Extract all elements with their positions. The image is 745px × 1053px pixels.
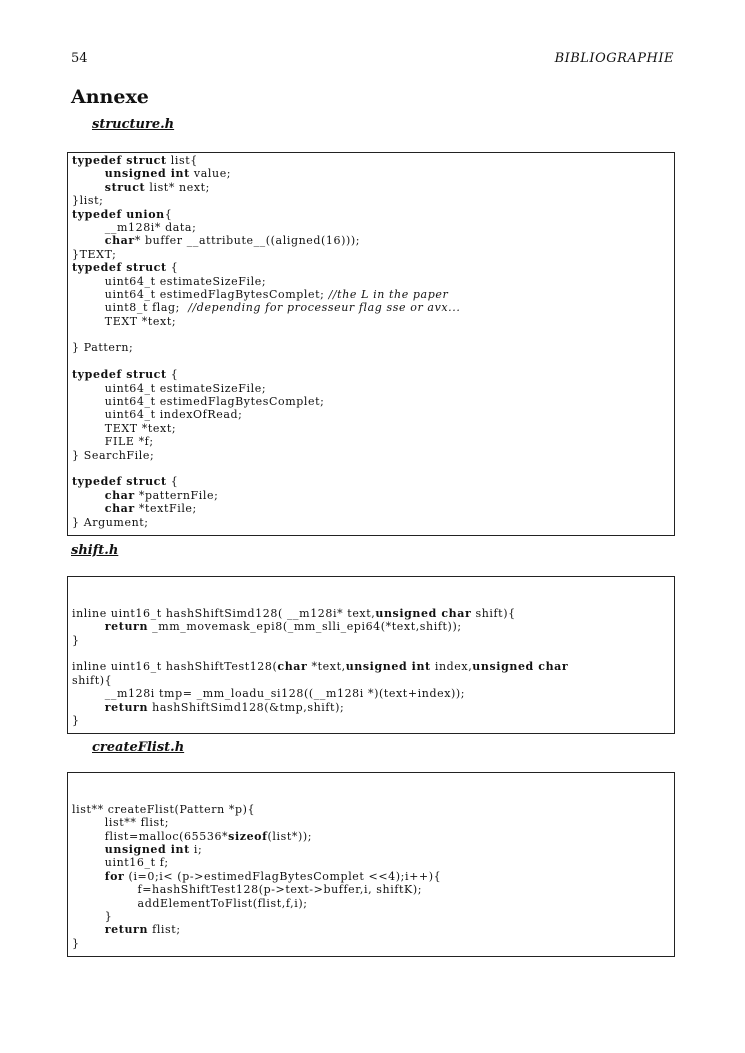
code-line: [72, 660, 674, 673]
code-line: [72, 489, 674, 502]
code-keyword: return: [104, 700, 149, 714]
code-keyword: typedef struct: [72, 261, 167, 275]
code-keyword: char: [104, 488, 135, 502]
code-text: [72, 502, 105, 515]
code-keyword: sizeof: [228, 829, 268, 843]
code-text: [72, 870, 105, 883]
code-line: [72, 301, 674, 314]
code-line: [72, 154, 674, 167]
code-line: [72, 449, 674, 462]
code-line: [72, 607, 674, 620]
code-text: inline uint16_t hashShiftSimd128( __m128i* text,: [72, 606, 376, 620]
code-line: [72, 937, 674, 950]
code-text: flist=malloc(65536*: [72, 829, 229, 843]
code-line: [72, 435, 674, 448]
code-text: i;: [189, 842, 203, 856]
code-text: TEXT *text;: [72, 421, 177, 435]
code-text: }list;: [72, 194, 104, 208]
code-text: f=hashShiftTest128(p->text->buffer,i, shiftK);: [72, 883, 423, 897]
code-line: [72, 181, 674, 194]
code-listing-createflist-h: [67, 772, 675, 957]
code-text: [72, 843, 105, 856]
code-text: *text,: [307, 660, 346, 674]
code-text: *textFile;: [134, 502, 197, 516]
code-text: list* next;: [145, 180, 210, 194]
code-text: uint8_t flag;: [72, 301, 189, 315]
code-text: {: [166, 368, 179, 382]
code-line: [72, 843, 674, 856]
code-line: [72, 634, 674, 647]
code-line: [72, 234, 674, 247]
code-text: {: [164, 207, 173, 221]
code-text: }TEXT;: [72, 247, 117, 261]
code-line: [72, 194, 674, 207]
code-line: [72, 368, 674, 381]
code-line: [72, 502, 674, 515]
code-text: list** createFlist(Pattern *p){: [72, 802, 256, 816]
code-text: {: [166, 261, 179, 275]
code-text: uint16_t f;: [72, 856, 169, 870]
code-text: {: [166, 475, 179, 489]
code-line: [72, 714, 674, 727]
filename-createflist-h: createFlist.h: [92, 740, 185, 755]
code-line: [72, 789, 674, 802]
code-line: [72, 856, 674, 869]
code-text: }: [72, 909, 113, 923]
code-text: _mm_movemask_epi8(_mm_slli_epi64(*text,shift));: [148, 620, 462, 634]
code-keyword: char: [277, 660, 308, 674]
code-line: [72, 382, 674, 395]
code-text: } SearchFile;: [72, 448, 155, 462]
code-text: }: [72, 633, 80, 647]
code-text: [72, 234, 105, 247]
code-text: shift){: [72, 673, 113, 687]
code-text: hashShiftSimd128(&tmp,shift);: [148, 700, 345, 714]
code-line: [72, 328, 674, 341]
code-keyword: unsigned char: [375, 606, 472, 620]
code-keyword: char: [104, 234, 135, 248]
code-line: [72, 475, 674, 488]
code-text: (i=0;i< (p->estimedFlagBytesComplet <<4);i++){: [124, 869, 442, 883]
code-line: [72, 221, 674, 234]
code-text: }: [72, 713, 80, 727]
code-keyword: struct: [104, 180, 146, 194]
code-keyword: unsigned char: [472, 660, 569, 674]
code-keyword: return: [104, 923, 149, 937]
code-keyword: for: [104, 869, 125, 883]
code-keyword: unsigned int: [345, 660, 431, 674]
code-line: [72, 776, 674, 789]
filename-shift-h: shift.h: [71, 543, 119, 558]
code-line: [72, 167, 674, 180]
code-keyword: typedef struct: [72, 475, 167, 489]
code-line: [72, 816, 674, 829]
code-text: [72, 923, 105, 936]
code-block: [68, 773, 674, 950]
code-text: [72, 620, 105, 633]
code-text: index,: [430, 660, 473, 674]
code-line: [72, 701, 674, 714]
code-line: [72, 593, 674, 606]
code-line: [72, 355, 674, 368]
code-line: [72, 803, 674, 816]
code-text: } Argument;: [72, 515, 149, 529]
code-line: [72, 315, 674, 328]
code-line: [72, 923, 674, 936]
code-text: uint64_t indexOfRead;: [72, 408, 243, 422]
code-line: [72, 395, 674, 408]
code-text: value;: [189, 167, 232, 181]
code-listing-structure-h: [67, 152, 675, 536]
code-text: TEXT *text;: [72, 314, 177, 328]
code-keyword: unsigned int: [104, 167, 190, 181]
code-text: inline uint16_t hashShiftTest128(: [72, 660, 278, 674]
code-text: [72, 167, 105, 180]
code-line: [72, 288, 674, 301]
code-text: * buffer __attribute__((aligned(16)));: [134, 234, 361, 248]
code-block: [68, 577, 674, 727]
code-line: [72, 248, 674, 261]
code-line: [72, 910, 674, 923]
code-text: [72, 489, 105, 502]
code-comment: //the L in the paper: [328, 287, 449, 301]
code-keyword: return: [104, 620, 149, 634]
code-text: } Pattern;: [72, 341, 134, 355]
code-text: *patternFile;: [134, 488, 219, 502]
code-keyword: typedef struct: [72, 368, 167, 382]
code-text: shift){: [471, 606, 516, 620]
code-keyword: typedef struct: [72, 154, 167, 167]
code-text: uint64_t estimateSizeFile;: [72, 381, 267, 395]
code-text: list{: [166, 154, 198, 167]
code-line: [72, 341, 674, 354]
code-comment: //depending for processeur flag sse or avx...: [188, 301, 461, 315]
running-title: BIBLIOGRAPHIE: [554, 51, 674, 66]
code-line: [72, 897, 674, 910]
code-text: uint64_t estimedFlagBytesComplet;: [72, 287, 329, 301]
code-text: [72, 701, 105, 714]
code-text: FILE *f;: [72, 435, 154, 449]
code-line: [72, 674, 674, 687]
filename-structure-h: structure.h: [92, 117, 175, 132]
code-line: [72, 687, 674, 700]
code-text: uint64_t estimateSizeFile;: [72, 274, 267, 288]
code-line: [72, 870, 674, 883]
code-keyword: char: [104, 502, 135, 516]
code-keyword: unsigned int: [104, 842, 190, 856]
code-line: [72, 580, 674, 593]
code-text: }: [72, 936, 80, 950]
code-text: uint64_t estimedFlagBytesComplet;: [72, 395, 325, 409]
code-keyword: typedef union: [72, 207, 165, 221]
code-line: [72, 883, 674, 896]
code-line: [72, 208, 674, 221]
code-block: [68, 153, 674, 529]
code-text: (list*));: [267, 829, 313, 843]
code-line: [72, 275, 674, 288]
code-line: [72, 462, 674, 475]
code-text: __m128i tmp= _mm_loadu_si128((__m128i *)(text+index));: [72, 687, 466, 701]
page-number: 54: [71, 51, 88, 66]
code-listing-shift-h: [67, 576, 675, 734]
code-line: [72, 647, 674, 660]
code-text: addElementToFlist(flist,f,i);: [72, 896, 308, 910]
code-text: list** flist;: [72, 816, 170, 830]
section-title: Annexe: [71, 86, 149, 108]
code-line: [72, 408, 674, 421]
code-text: flist;: [148, 923, 181, 937]
code-line: [72, 422, 674, 435]
code-text: [72, 181, 105, 194]
code-line: [72, 830, 674, 843]
code-line: [72, 620, 674, 633]
code-text: __m128i* data;: [72, 220, 197, 234]
code-line: [72, 261, 674, 274]
code-line: [72, 516, 674, 529]
